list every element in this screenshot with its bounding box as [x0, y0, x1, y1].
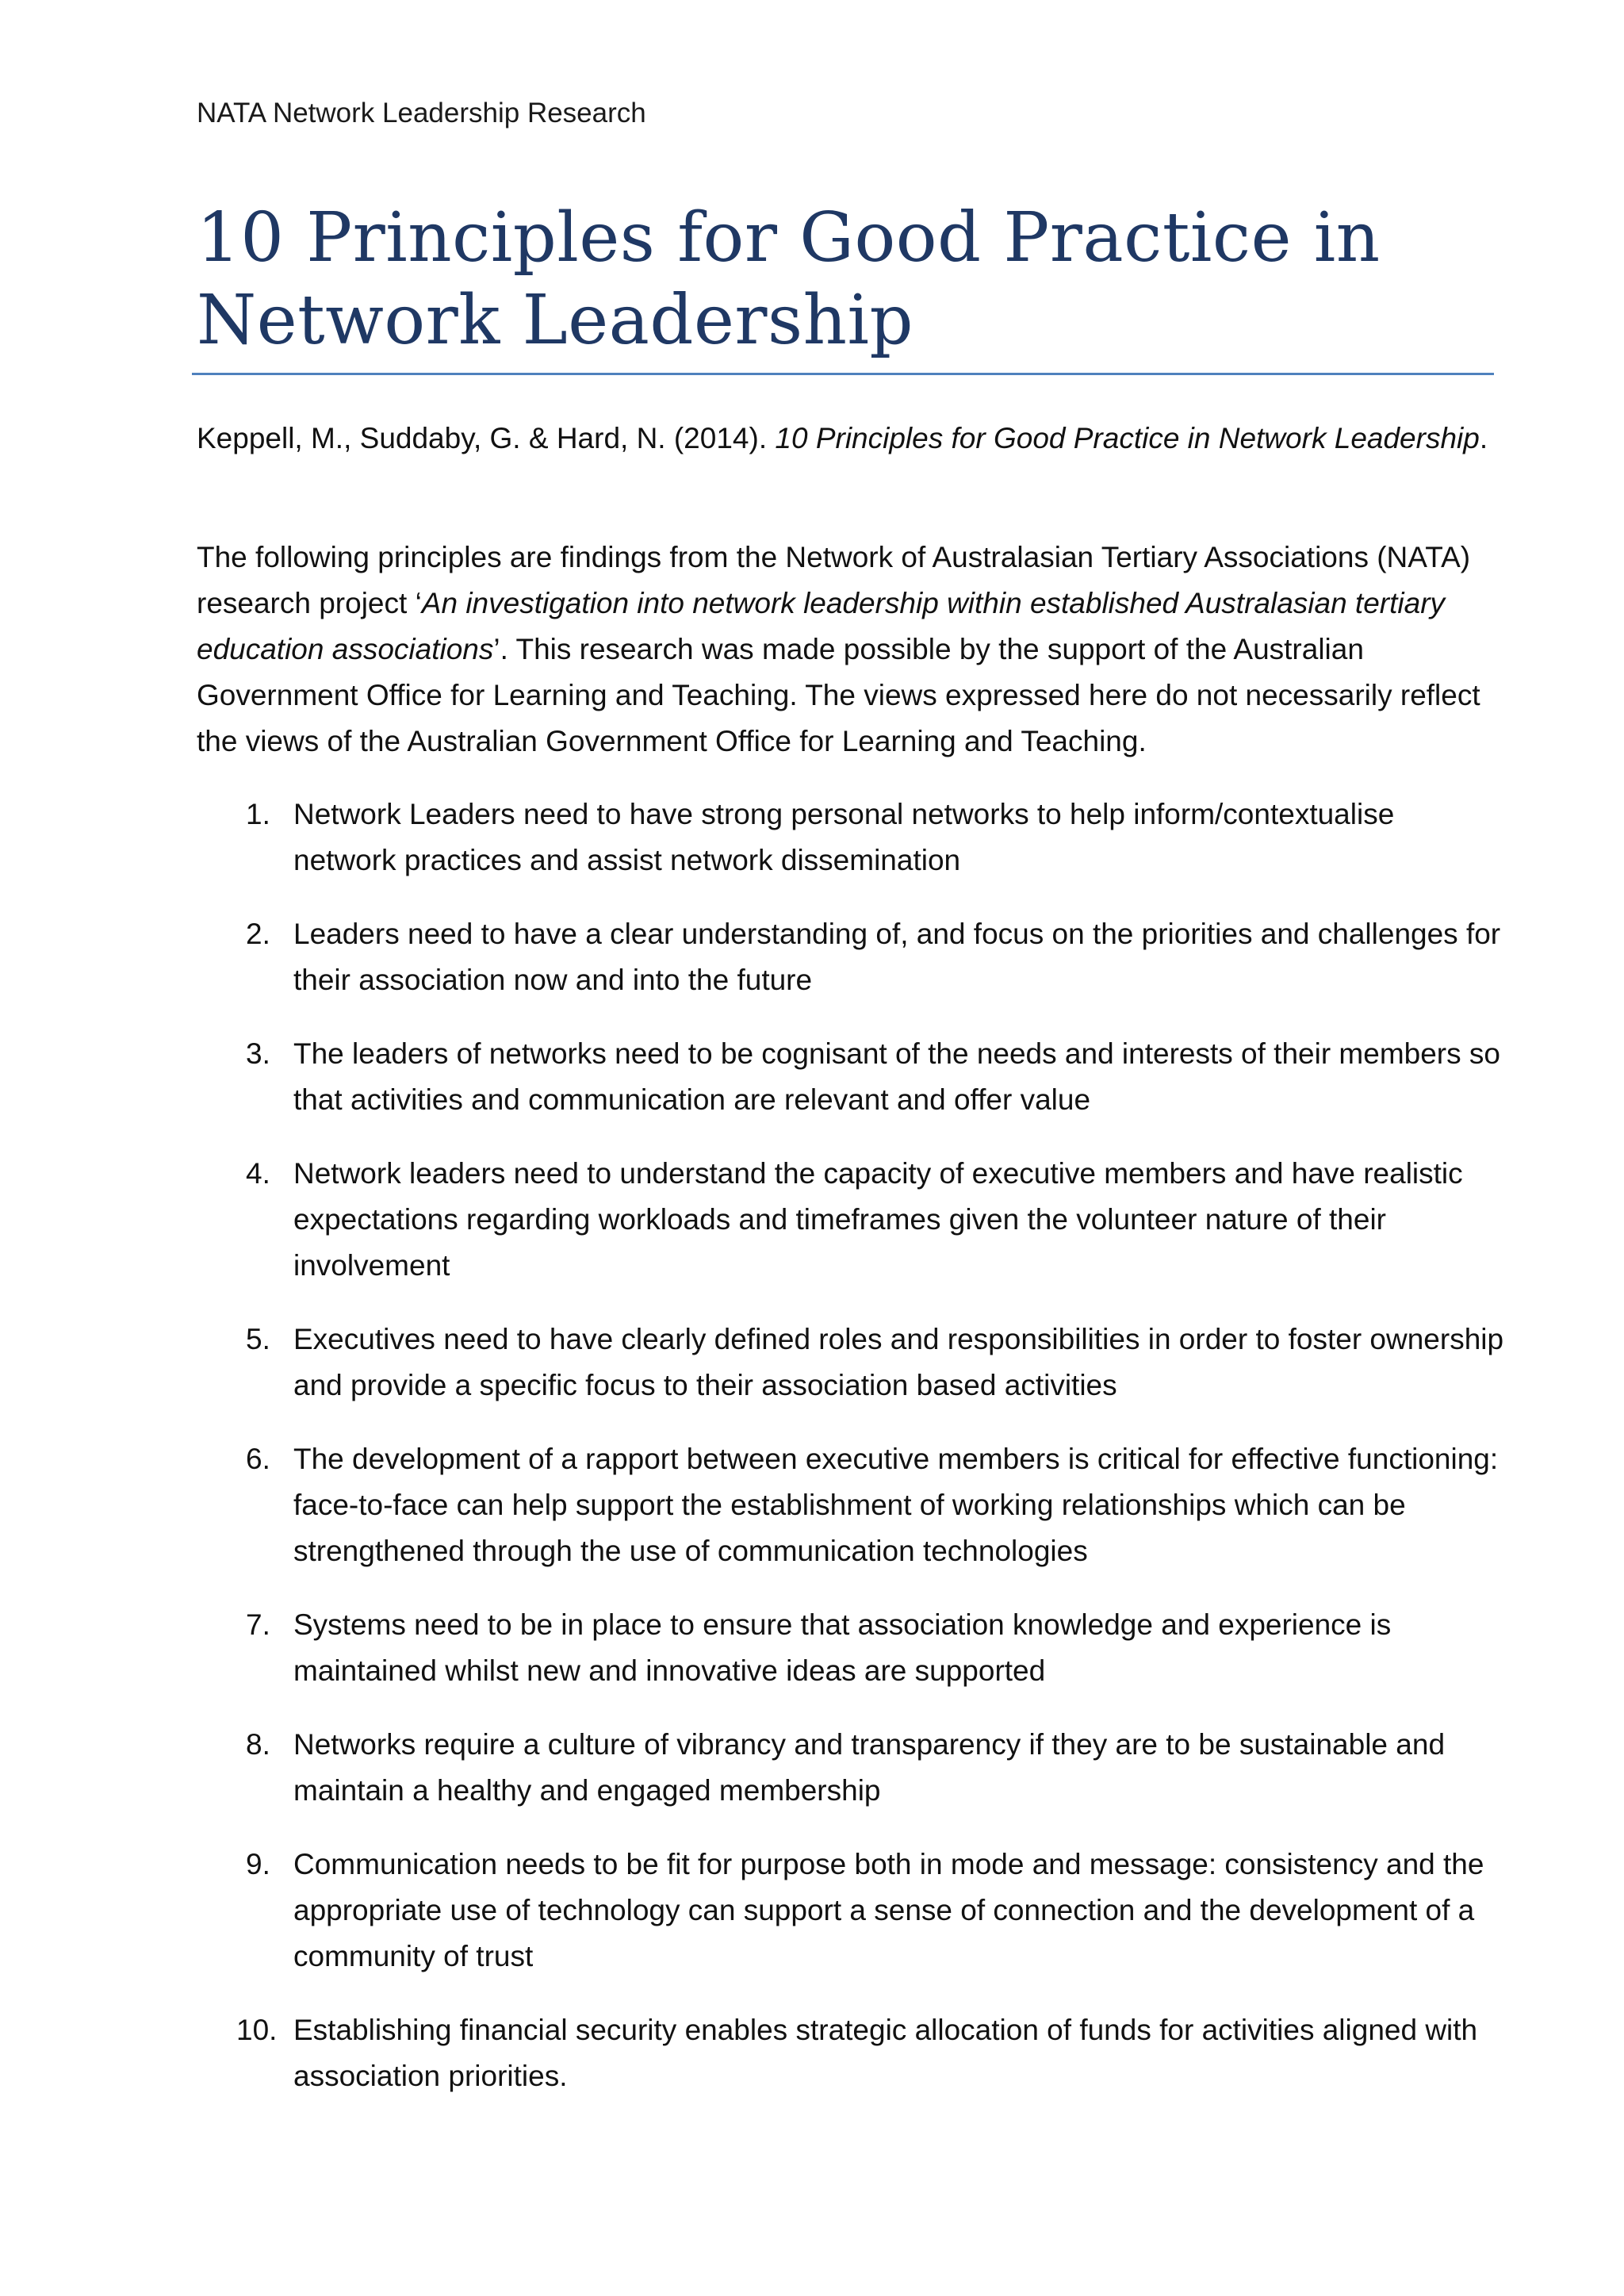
principle-item [197, 1317, 1505, 1409]
principle-number: 6. [246, 1443, 270, 1475]
page-title: 10 Principles for Good Practice in Network Leadership [197, 198, 1381, 360]
principle-number: 2. [246, 918, 270, 950]
principle-text: Network leaders need to understand the capacity of executive members and have realistic expectations regarding workloads and timeframes given the volunteer nature of their involvement [293, 1157, 1463, 1282]
principle-number: 9. [246, 1848, 270, 1880]
intro-text-end: ’. This research was made possible by the support of the Australian Government Office for Learning and Teaching. The views expressed here do not necessarily reflect the views of the Australian Government Office for Learning and Teaching. [197, 633, 1480, 757]
principle-item [197, 1842, 1505, 1980]
title-divider [192, 373, 1494, 375]
principle-item [197, 1151, 1505, 1289]
principle-text: Executives need to have clearly defined roles and responsibilities in order to foster ownership and provide a specific focus to their association based activities [293, 1323, 1504, 1401]
principles-list [197, 792, 1505, 2127]
principle-text: Communication needs to be fit for purpose both in mode and message: consistency and the appropriate use of technology can support a sense of connection and the development of a community of trust [293, 1848, 1484, 1972]
principle-text: Networks require a culture of vibrancy and transparency if they are to be sustainable and maintain a healthy and engaged membership [293, 1728, 1446, 1807]
citation-authors: Keppell, M., Suddaby, G. & Hard, N. (2014). [197, 422, 776, 454]
intro-text-start: The following principles are findings from the Network of Australasian Tertiary Associations (NATA) research project ‘ [197, 541, 1471, 619]
principle-number: 10. [236, 2014, 278, 2046]
principle-number: 7. [246, 1608, 270, 1641]
principle-item [197, 1722, 1505, 1814]
intro-paragraph [197, 535, 1505, 765]
principle-item [197, 911, 1505, 1003]
principle-text: Leaders need to have a clear understanding of, and focus on the priorities and challenges for their association now and into the future [293, 918, 1501, 996]
principle-item [197, 2007, 1505, 2099]
citation-end: . [1479, 422, 1488, 454]
principle-item [197, 1602, 1505, 1694]
principle-item [197, 1031, 1505, 1123]
principle-number: 4. [246, 1157, 270, 1190]
principle-text: The leaders of networks need to be cognisant of the needs and interests of their members so that activities and communication are relevant and offer value [293, 1037, 1500, 1116]
principle-text: Systems need to be in place to ensure that association knowledge and experience is maintained whilst new and innovative ideas are supported [293, 1608, 1392, 1687]
principle-number: 3. [246, 1037, 270, 1070]
principle-number: 5. [246, 1323, 270, 1355]
intro-project-title: An investigation into network leadership within established Australasian tertiary education associations [197, 587, 1446, 665]
principle-text: The development of a rapport between executive members is critical for effective functioning: face-to-face can help support the establishment of working relationships which can be strengthened through the use of communication technologies [293, 1443, 1499, 1567]
principle-number: 1. [246, 798, 270, 830]
running-header: NATA Network Leadership Research [197, 98, 646, 128]
citation-work-title: 10 Principles for Good Practice in Network Leadership [775, 422, 1480, 454]
principle-text: Establishing financial security enables strategic allocation of funds for activities aligned with association priorities. [293, 2014, 1478, 2092]
citation [197, 416, 1505, 462]
principle-item [197, 792, 1505, 884]
principle-text: Network Leaders need to have strong personal networks to help inform/contextualise network practices and assist network dissemination [293, 798, 1395, 876]
principle-number: 8. [246, 1728, 270, 1761]
principle-item [197, 1436, 1505, 1574]
